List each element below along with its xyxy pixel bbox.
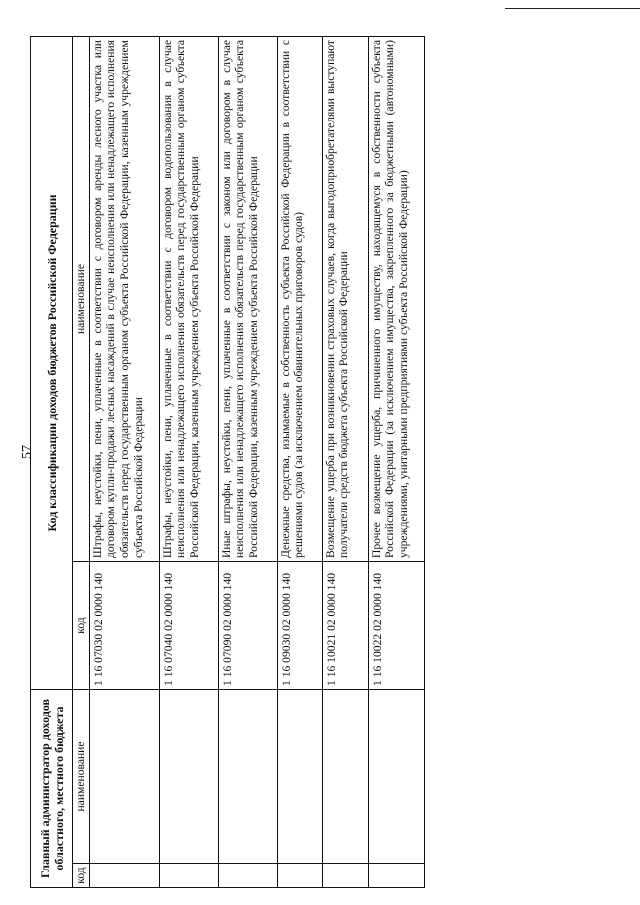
table-row bbox=[277, 37, 322, 888]
income-code-cell: 1 16 10021 02 0000 140 bbox=[322, 562, 368, 690]
admin-code-header: код bbox=[73, 864, 90, 888]
admin-code-cell bbox=[322, 864, 368, 888]
rotated-table-wrapper bbox=[30, 37, 421, 888]
admin-name-cell bbox=[368, 690, 424, 864]
income-name-cell: Штрафы, неустойки, пени, уплаченные в соответствии с договором водопользования в случае неисполнения или ненадлежащего исполнения обязательств перед государственным органом субъекта Российской Федерации, казенным учреждением субъекта Российской Федерации bbox=[159, 37, 218, 562]
admin-code-cell bbox=[218, 864, 277, 888]
rotated-table-canvas bbox=[30, 37, 421, 888]
page-number: 57 bbox=[20, 445, 35, 459]
income-classification-table bbox=[30, 36, 425, 888]
table-row bbox=[89, 37, 159, 888]
income-code-cell: 1 16 09030 02 0000 140 bbox=[277, 562, 322, 690]
admin-code-cell bbox=[368, 864, 424, 888]
income-name-cell: Возмещение ущерба при возникновении страховых случаев, когда выгодоприобретателями выступают получатели средств бюджета субъекта Российской Федерации bbox=[322, 37, 368, 562]
table-row bbox=[368, 37, 424, 888]
income-name-cell: Денежные средства, изымаемые в собственность субъекта Российской Федерации в соответствии с решениями судов (за исключением обвинительных приговоров судов) bbox=[277, 37, 322, 562]
admin-group-header: Главный администратор доходов областного, местного бюджета bbox=[31, 690, 73, 888]
classification-name-header: наименование bbox=[73, 37, 90, 562]
table-row bbox=[159, 37, 218, 888]
admin-name-header: наименование bbox=[73, 690, 90, 864]
admin-code-cell bbox=[89, 864, 159, 888]
admin-name-cell bbox=[277, 690, 322, 864]
admin-name-cell bbox=[322, 690, 368, 864]
admin-code-cell bbox=[277, 864, 322, 888]
classification-group-header: Код классификации доходов бюджетов Российской Федерации bbox=[31, 37, 73, 690]
table-row bbox=[322, 37, 368, 888]
income-code-cell: 1 16 07040 02 0000 140 bbox=[159, 562, 218, 690]
admin-name-cell bbox=[89, 690, 159, 864]
income-name-cell: Прочее возмещение ущерба, причиненного имуществу, находящемуся в собственности субъекта Российской Федерации (за исключением имущества, закрепленного за бюджетными (автономными) учреждениями, унитарными предприятиями субъекта Российской Федерации) bbox=[368, 37, 424, 562]
income-code-cell: 1 16 07090 02 0000 140 bbox=[218, 562, 277, 690]
header-row-main bbox=[31, 37, 73, 888]
income-name-cell: Иные штрафы, неустойки, пени, уплаченные в соответствии с законом или договором в случае неисполнения или ненадлежащего исполнения обязательств перед государственным органом субъекта Российской Федерации, казенным учреждением субъекта Российской Федерации bbox=[218, 37, 277, 562]
table-row bbox=[218, 37, 277, 888]
header-row-sub bbox=[73, 37, 90, 888]
scan-edge-line bbox=[505, 8, 640, 9]
admin-name-cell bbox=[159, 690, 218, 864]
admin-name-cell bbox=[218, 690, 277, 864]
income-name-cell: Штрафы, неустойки, пени, уплаченные в соответствии с договором аренды лесного участка или договором купли-продажи лесных насаждений в случае неисполнения или ненадлежащего исполнения обязательств перед государственным органом субъекта Российской Федерации, казенным учреждением субъекта Российской Федерации bbox=[89, 37, 159, 562]
admin-code-cell bbox=[159, 864, 218, 888]
classification-code-header: код bbox=[73, 562, 90, 690]
income-code-cell: 1 16 10022 02 0000 140 bbox=[368, 562, 424, 690]
income-code-cell: 1 16 07030 02 0000 140 bbox=[89, 562, 159, 690]
